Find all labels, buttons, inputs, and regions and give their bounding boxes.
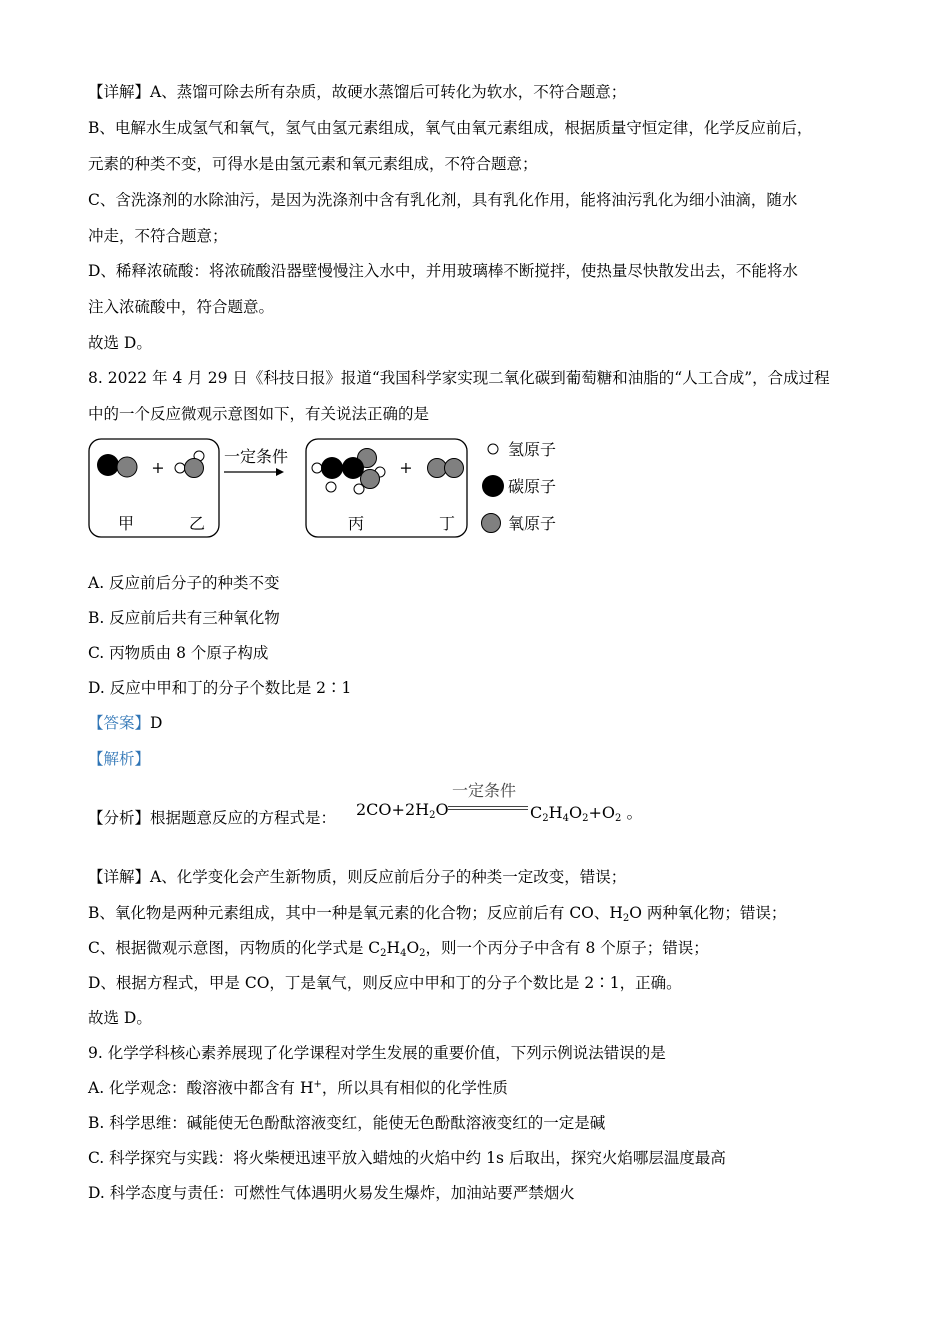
q7-detail-line-1: 【详解】A、蒸馏可除去所有杂质，故硬水蒸馏后可转化为软水，不符合题意； <box>88 83 627 101</box>
q8-detail-d: D、根据方程式，甲是 CO，丁是氧气，则反应中甲和丁的分子个数比是 2∶1，正确。 <box>88 974 682 992</box>
o2-oxygen-atom-1 <box>428 459 447 478</box>
q8-detail-b: B、氧化物是两种元素组成，其中一种是氧元素的化合物；反应前后有 CO、$H_2O$ 两种氧化物；错误； <box>88 904 787 924</box>
plus-sign-left: + <box>151 458 165 477</box>
h2o-oxygen-atom <box>185 459 204 478</box>
q9-option-d: D. 科学态度与责任：可燃性气体遇明火易发生爆炸，加油站要严禁烟火 <box>88 1184 575 1202</box>
eq-bar-2 <box>448 809 528 810</box>
h2o-hydrogen-atom-1 <box>175 463 185 473</box>
bing-carbon-atom-1 <box>321 457 343 479</box>
legend-hydrogen-icon <box>488 444 498 454</box>
legend-carbon-icon <box>482 475 504 497</box>
q9-option-c: C. 科学探究与实践：将火柴梗迅速平放入蜡烛的火焰中约 1s 后取出，探究火焰哪层温度最高 <box>88 1149 726 1167</box>
q7-conclusion: 故选 D。 <box>88 334 152 352</box>
legend-carbon-label: 碳原子 <box>508 477 557 496</box>
reaction-condition: 一定条件 <box>223 447 289 466</box>
q9-option-a: A. 化学观念：酸溶液中都含有 H+，所以具有相似的化学性质 <box>88 1079 508 1097</box>
q9-option-b: B. 科学思维：碱能使无色酚酞溶液变红，能使无色酚酞溶液变红的一定是碱 <box>88 1114 606 1132</box>
eq-condition: 一定条件 <box>452 781 517 800</box>
q8-stem-line-1: 8. 2022 年 4 月 29 日《科技日报》报道“我国科学家实现二氧化碳到葡萄糖和油脂的“人工合成”，合成过程 <box>88 369 830 387</box>
co-carbon-atom <box>97 454 119 476</box>
q7-detail-line-4: C、含洗涤剂的水除油污，是因为洗涤剂中含有乳化剂，具有乳化作用，能将油污乳化为细小油滴，随水 <box>88 191 798 209</box>
bing-hydrogen-atom-4 <box>354 484 364 494</box>
answer-tag: 【答案】 <box>88 714 151 732</box>
eq-left: $2CO+2H_2O$ <box>356 800 449 821</box>
legend-oxygen-icon <box>482 514 501 533</box>
bing-hydrogen-atom-2 <box>326 482 336 492</box>
label-yi: 乙 <box>188 514 206 533</box>
q8-detail-c: C、根据微观示意图，丙物质的化学式是 $C_2H_4O_2$，则一个丙分子中含有 8 个原子；错误； <box>88 939 709 959</box>
q8-answer <box>88 713 162 733</box>
q8-conclusion: 故选 D。 <box>88 1009 152 1027</box>
q8-detail-a: 【详解】A、化学变化会产生新物质，则反应前后分子的种类一定改变，错误； <box>88 868 627 886</box>
legend-oxygen-label: 氧原子 <box>508 514 557 533</box>
q8-option-a: A. 反应前后分子的种类不变 <box>88 574 280 592</box>
analysis-tag: 【解析】 <box>88 750 151 768</box>
label-bing: 丙 <box>347 514 365 533</box>
q8-fenxi: 【分析】根据题意反应的方程式是： <box>88 809 337 827</box>
arrow-head <box>276 468 284 476</box>
q8-option-b: B. 反应前后共有三种氧化物 <box>88 609 280 627</box>
eq-right: $C_2H_4O_2+O_2$ 。 <box>530 803 643 824</box>
reaction-diagram <box>86 434 566 544</box>
eq-bar-1 <box>448 806 528 807</box>
label-jia: 甲 <box>117 514 135 533</box>
q7-detail-line-6: D、稀释浓硫酸：将浓硫酸沿器壁慢慢注入水中，并用玻璃棒不断搅拌，使热量尽快散发出去，不能将水 <box>88 262 798 280</box>
co-oxygen-atom <box>117 457 137 477</box>
bing-hydrogen-atom-1 <box>312 463 322 473</box>
q7-detail-line-3: 元素的种类不变，可得水是由氢元素和氧元素组成，不符合题意； <box>88 155 538 173</box>
q7-detail-line-2: B、电解水生成氢气和氧气，氢气由氢元素组成，氧气由氧元素组成，根据质量守恒定律，化学反应前后， <box>88 119 813 137</box>
q8-option-c: C. 丙物质由 8 个原子构成 <box>88 644 269 662</box>
label-ding: 丁 <box>438 514 456 533</box>
o2-oxygen-atom-2 <box>445 459 464 478</box>
q8-stem-line-2: 中的一个反应微观示意图如下，有关说法正确的是 <box>88 405 430 423</box>
chemical-equation <box>356 780 656 830</box>
legend-hydrogen-label: 氢原子 <box>508 440 557 459</box>
q8-option-d: D. 反应中甲和丁的分子个数比是 2∶1 <box>88 679 352 697</box>
q7-detail-line-7: 注入浓硫酸中，符合题意。 <box>88 298 275 316</box>
q9-stem: 9. 化学学科核心素养展现了化学课程对学生发展的重要价值，下列示例说法错误的是 <box>88 1044 666 1062</box>
answer-value: D <box>150 714 163 732</box>
plus-sign-right: + <box>399 458 413 477</box>
q7-detail-line-5: 冲走，不符合题意； <box>88 227 228 245</box>
